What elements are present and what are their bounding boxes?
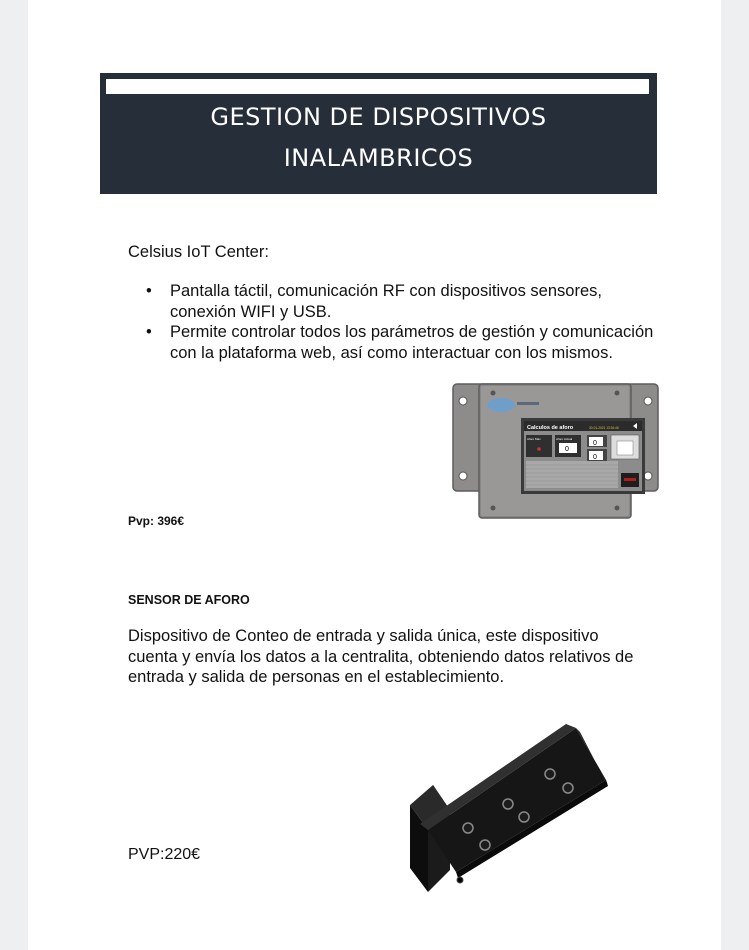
product1-features (145, 281, 655, 363)
product2-price: PVP:220€ (128, 846, 201, 863)
label-aforo-actual: Aforo Actual (556, 437, 573, 441)
title-line-2: INALAMBRICOS (283, 144, 474, 172)
feature-text: Permite controlar todos los parámetros de gestión y comunicación con la plataforma web, así como interactuar con los mismos. (170, 323, 654, 362)
feature-item (145, 281, 655, 322)
product2-description: Dispositivo de Conteo de entrada y salida única, este dispositivo cuenta y envía los datos a la centralita, obteniendo datos relativos de entrada y salida de personas en el establecimiento. (128, 627, 634, 686)
page-title (100, 97, 657, 179)
screen-timestamp: 30-01-2021 13:34:46 (589, 426, 619, 430)
feature-item (145, 322, 655, 363)
label-aforo-max: Aforo Max (527, 437, 541, 441)
product1-price: Pvp: 396€ (128, 514, 185, 528)
screen-title: Calculos de aforo (527, 425, 574, 431)
bullet-icon: • (146, 323, 152, 341)
aforo-sensor-image (378, 700, 638, 900)
bullet-icon: • (146, 282, 152, 300)
product2-name: SENSOR DE AFORO (128, 593, 250, 607)
value-counter-b: 0 (593, 454, 597, 461)
product1-name: Celsius IoT Center: (128, 243, 269, 261)
document-page (28, 0, 721, 950)
feature-text: Pantalla táctil, comunicación RF con dispositivos sensores, conexión WIFI y USB. (170, 282, 602, 321)
value-counter-a: 0 (593, 440, 597, 447)
title-line-1: GESTION DE DISPOSITIVOS (210, 103, 547, 131)
value-aforo-actual: 0 (565, 446, 569, 453)
title-banner (100, 73, 657, 194)
iot-center-device-image (451, 381, 661, 519)
banner-strip (106, 79, 649, 94)
